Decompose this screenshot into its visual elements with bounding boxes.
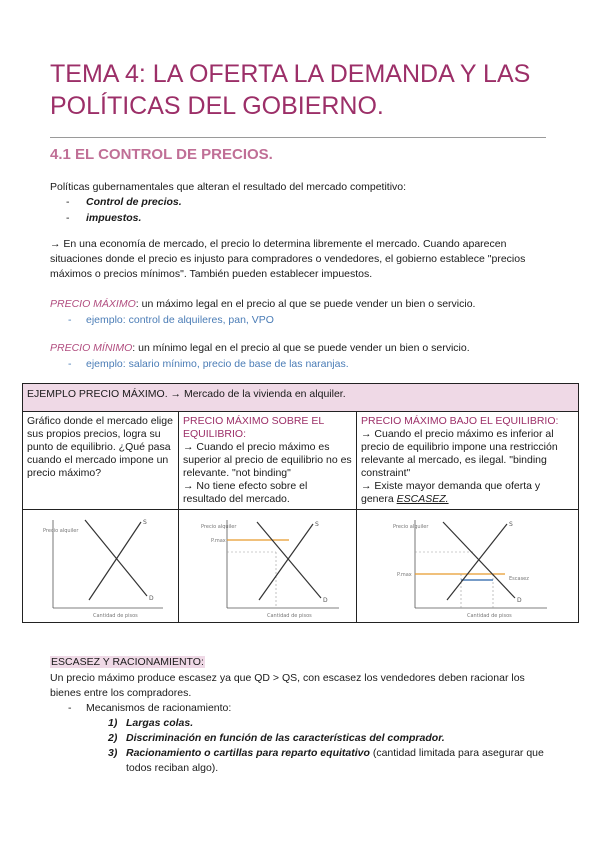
chart-cell-above — [179, 510, 357, 623]
cell-title: PRECIO MÁXIMO BAJO EL EQUILIBRIO: — [361, 415, 559, 427]
section2-title: ESCASEZ Y RACIONAMIENTO: — [51, 656, 204, 668]
chart-ylabel: Precio alquiler — [201, 524, 237, 530]
list-item: 1) Largas colas. — [108, 717, 194, 729]
mecanismos-list — [108, 716, 568, 776]
table-cell-above-equilibrium: PRECIO MÁXIMO SOBRE EL EQUILIBRIO: → Cuando el precio máximo es superior al precio de equilibrio no es relevante. "not binding" → No tiene efecto sobre el resultado del mercado. — [179, 412, 357, 510]
list-item: 3) Racionamiento o cartillas para reparto equitativo (cantidad limitada para asegurar que todos reciban algo). — [108, 747, 544, 774]
supply-curve — [259, 524, 313, 600]
supply-label: S — [315, 521, 319, 528]
demand-curve — [257, 522, 321, 598]
table-header: EJEMPLO PRECIO MÁXIMO. → Mercado de la vivienda en alquiler. — [23, 384, 579, 412]
precio-maximo-term: PRECIO MÁXIMO — [50, 298, 136, 310]
page-title: TEMA 4: LA OFERTA LA DEMANDA Y LAS POLÍTICAS DEL GOBIERNO. — [50, 60, 531, 120]
title-divider — [50, 137, 546, 138]
chart-ylabel: Precio alquiler — [393, 524, 429, 530]
demand-label: D — [517, 597, 522, 604]
market-paragraph: → En una economía de mercado, el precio lo determina libremente el mercado. Cuando aparecen situaciones donde el precio es injusto para compradores o vendedores, el gobierno establece "precios máximos o precios mínimos". También pueden establecer impuestos. — [50, 238, 526, 280]
precio-maximo-example: - ejemplo: control de alquileres, pan, VPO — [68, 314, 274, 326]
policy-list — [66, 194, 182, 226]
list-item: 2) Discriminación en función de las características del comprador. — [108, 732, 445, 744]
supply-label: S — [143, 519, 147, 526]
chart-cell-below — [357, 510, 579, 623]
chart-cell-equilibrium — [23, 510, 179, 623]
section2-text: Un precio máximo produce escasez ya que QD > QS, con escasez los vendedores deben racionar los bienes entre los compradores. — [50, 672, 525, 699]
table-cell-intro: Gráfico donde el mercado elige sus propios precios, logra su punto de equilibrio. ¿Qué pasa cuando el mercado impone un precio máximo? — [23, 412, 179, 510]
precio-minimo-definition: PRECIO MÍNIMO: un mínimo legal en el precio al que se puede vender un bien o servicio. — [50, 342, 470, 354]
escasez-emphasis: ESCASEZ. — [396, 493, 449, 505]
escasez-label: Escasez — [509, 576, 529, 582]
precio-maximo-definition: PRECIO MÁXIMO: un máximo legal en el precio al que se puede vender un bien o servicio. — [50, 298, 476, 310]
example-table — [22, 383, 579, 623]
mecanismos-label: - Mecanismos de racionamiento: — [68, 702, 232, 714]
pmax-label: P.max — [211, 538, 226, 544]
cell-title: PRECIO MÁXIMO SOBRE EL EQUILIBRIO: — [183, 415, 324, 440]
list-dash: - — [66, 212, 70, 224]
price-ceiling-above-chart — [179, 510, 357, 622]
demand-label: D — [323, 597, 328, 604]
equilibrium-chart — [23, 510, 179, 622]
list-item: - Control de precios. — [66, 196, 182, 208]
pmax-label: P.max — [397, 572, 412, 578]
chart-ylabel: Precio alquiler — [43, 528, 79, 534]
demand-curve — [85, 520, 147, 596]
chart-xlabel: Cantidad de pisos — [267, 613, 312, 619]
chart-xlabel: Cantidad de pisos — [467, 613, 512, 619]
intro-text: Políticas gubernamentales que alteran el resultado del mercado competitivo: — [50, 181, 407, 193]
list-dash: - — [66, 196, 70, 208]
section-subtitle: 4.1 EL CONTROL DE PRECIOS. — [50, 146, 273, 163]
chart-xlabel: Cantidad de pisos — [93, 613, 138, 619]
demand-label: D — [149, 595, 154, 602]
table-cell-below-equilibrium: PRECIO MÁXIMO BAJO EL EQUILIBRIO: → Cuando el precio máximo es inferior al precio de equilibrio impone una restricción relevante al mercado, es ilegal. "binding constraint" → Existe mayor demanda que oferta y genera ESCASEZ. — [357, 412, 579, 510]
list-item: - impuestos. — [66, 212, 142, 224]
supply-label: S — [509, 521, 513, 528]
price-ceiling-below-chart — [357, 510, 579, 622]
precio-minimo-term: PRECIO MÍNIMO — [50, 342, 133, 354]
precio-minimo-example: - ejemplo: salario mínimo, precio de base de las naranjas. — [68, 358, 349, 370]
